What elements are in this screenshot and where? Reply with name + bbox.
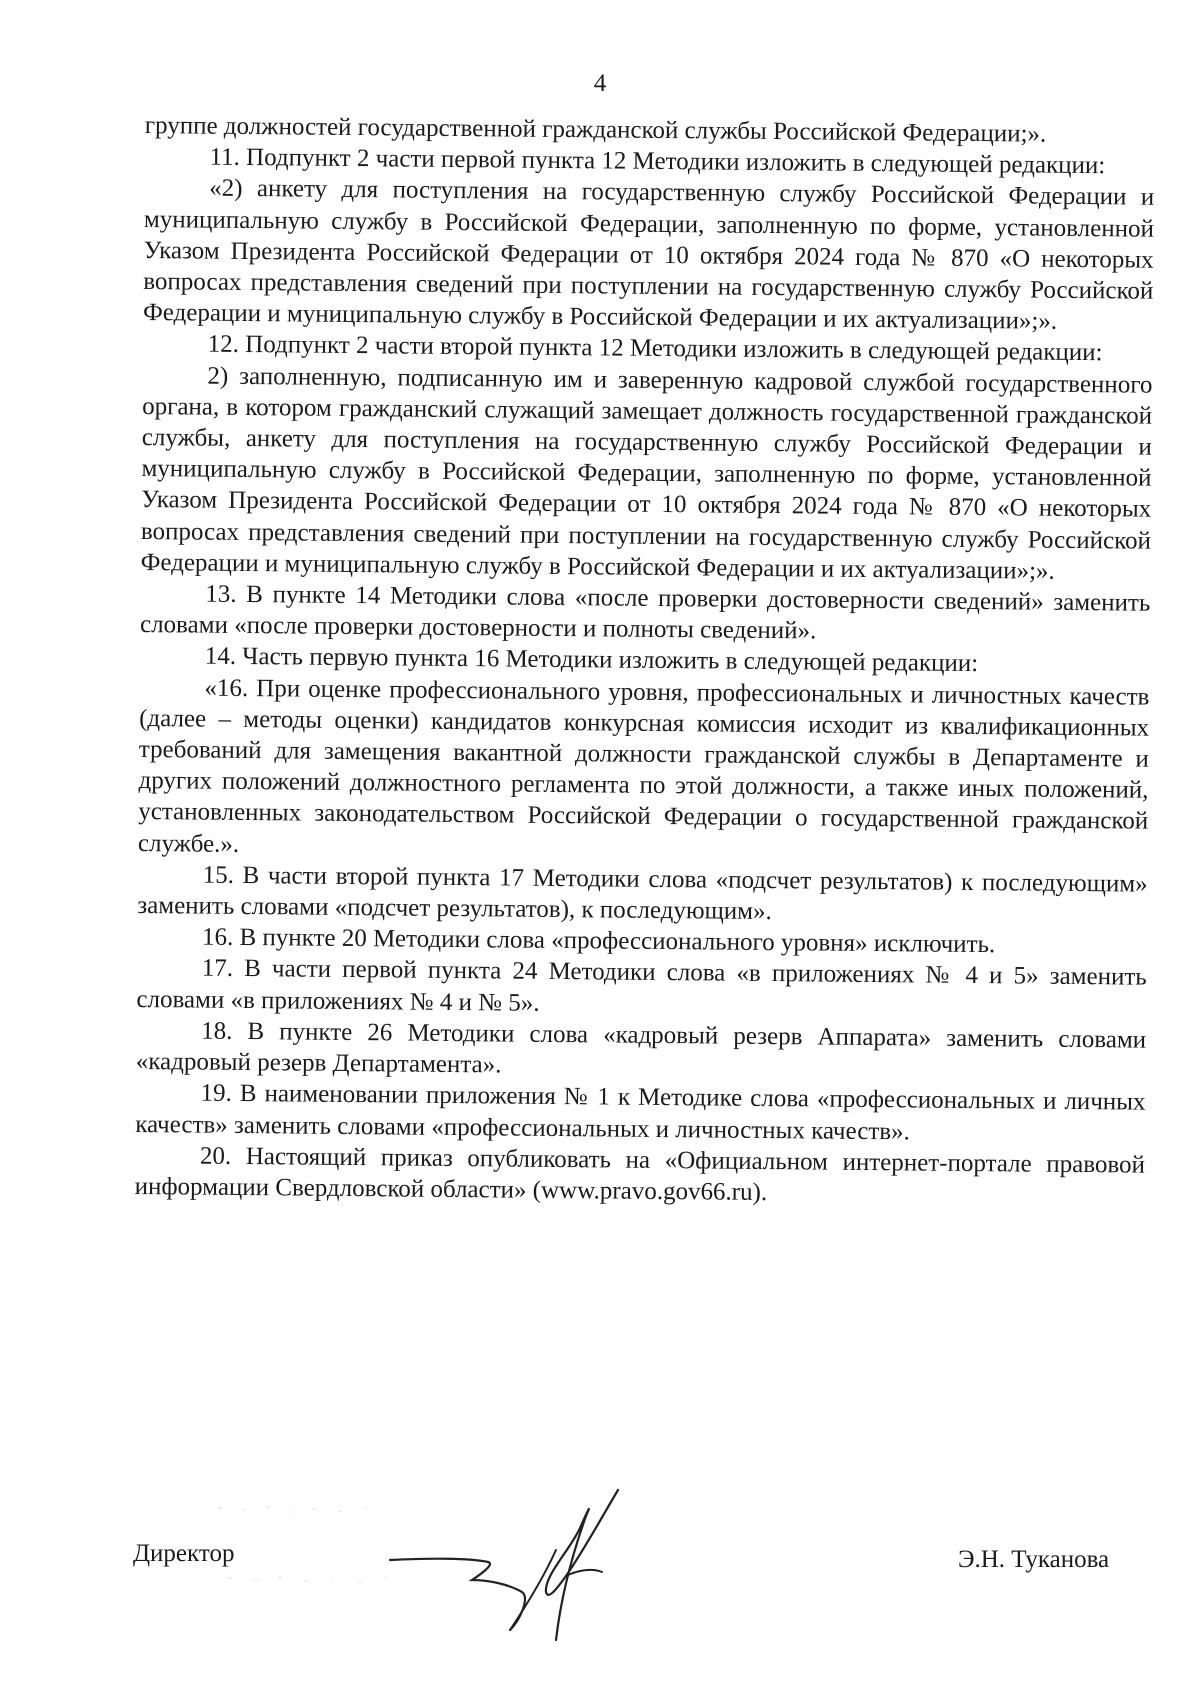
signer-name: Э.Н. Туканова (958, 1546, 1110, 1573)
page-number: 4 (593, 70, 607, 97)
document-body (135, 110, 1155, 1212)
paragraph: «16. При оценке профессионального уровня, профессиональных и личностных качеств (далее – методы оценки) кандидатов конкурсная комиссия исходит из квалификационных требований для замещения вакантной должности гражданской службы в Департаменте и других положений должностного регламента по этой должности, а также иных положений, установленных законодательством Российской Федерации о государственной гражданской службе.». (137, 674, 1150, 858)
paragraph: 16. В пункте 20 Методики слова «профессионального уровня» исключить. (201, 923, 996, 959)
paragraph: 13. В пункте 14 Методики слова «после проверки достоверности сведений» заменить словами «после проверки достоверности и полноты сведений». (139, 580, 1151, 645)
paragraph: «2) анкету для поступления на государственную службу Российской Федерации и муниципальную службу в Российской Федерации, заполненную по форме, установленной Указом Президента Российской Федерации от 10 октября 2024 года № 870 «О некоторых вопросах представления сведений при поступлении на государственную службу Российской Федерации и муниципальную службу в Российской Федерации и их актуализации»;». (142, 175, 1155, 335)
paragraph: группе должностей государственной гражданской службы Российской Федерации;». (144, 111, 1047, 148)
paragraph: 2) заполненную, подписанную им и заверенную кадровой службой государственного органа, в котором гражданский служащий замещает должность государственной гражданской службы, анкету для поступления на государственную службу Российской Федерации и муниципальную службу в Российской Федерации, заполненную по форме, установленной Указом Президента Российской Федерации от 10 октября 2024 года № 870 «О некоторых вопросах представления сведений при поступлении на государственную службу Российской Федерации и муниципальную службу в Российской Федерации и их актуализации»;». (140, 362, 1153, 585)
paragraph: 19. В наименовании приложения № 1 к Методике слова «профессиональных и личных качеств» заменить словами «профессиональных и личностных качеств». (135, 1079, 1146, 1145)
paragraph: 15. В части второй пункта 17 Методики слова «подсчет результатов) к последующим» заменить словами «подсчет результатов), к последующим». (137, 861, 1148, 926)
paragraph: 14. Часть первую пункта 16 Методики изложить в следующей редакции: (204, 643, 979, 678)
handwritten-signature (370, 1480, 630, 1650)
paragraph: 17. В части первой пункта 24 Методики слова «в приложениях № 4 и 5» заменить словами «в приложениях № 4 и № 5». (136, 955, 1147, 1017)
paragraph: 18. В пункте 26 Методики слова «кадровый резерв Аппарата» заменить словами «кадровый резерв Департамента». (135, 1017, 1147, 1079)
paragraph: 11. Подпункт 2 части первой пункта 12 Методики изложить в следующей редакции: (209, 143, 1106, 180)
signer-title: Директор (133, 1540, 235, 1567)
paragraph: 20. Настоящий приказ опубликовать на «Официальном интернет-портале правовой информации Свердловской области» (www.pravo.gov66.ru). (134, 1142, 1146, 1206)
paragraph: 12. Подпункт 2 части второй пункта 12 Методики изложить в следующей редакции: (207, 331, 1103, 367)
